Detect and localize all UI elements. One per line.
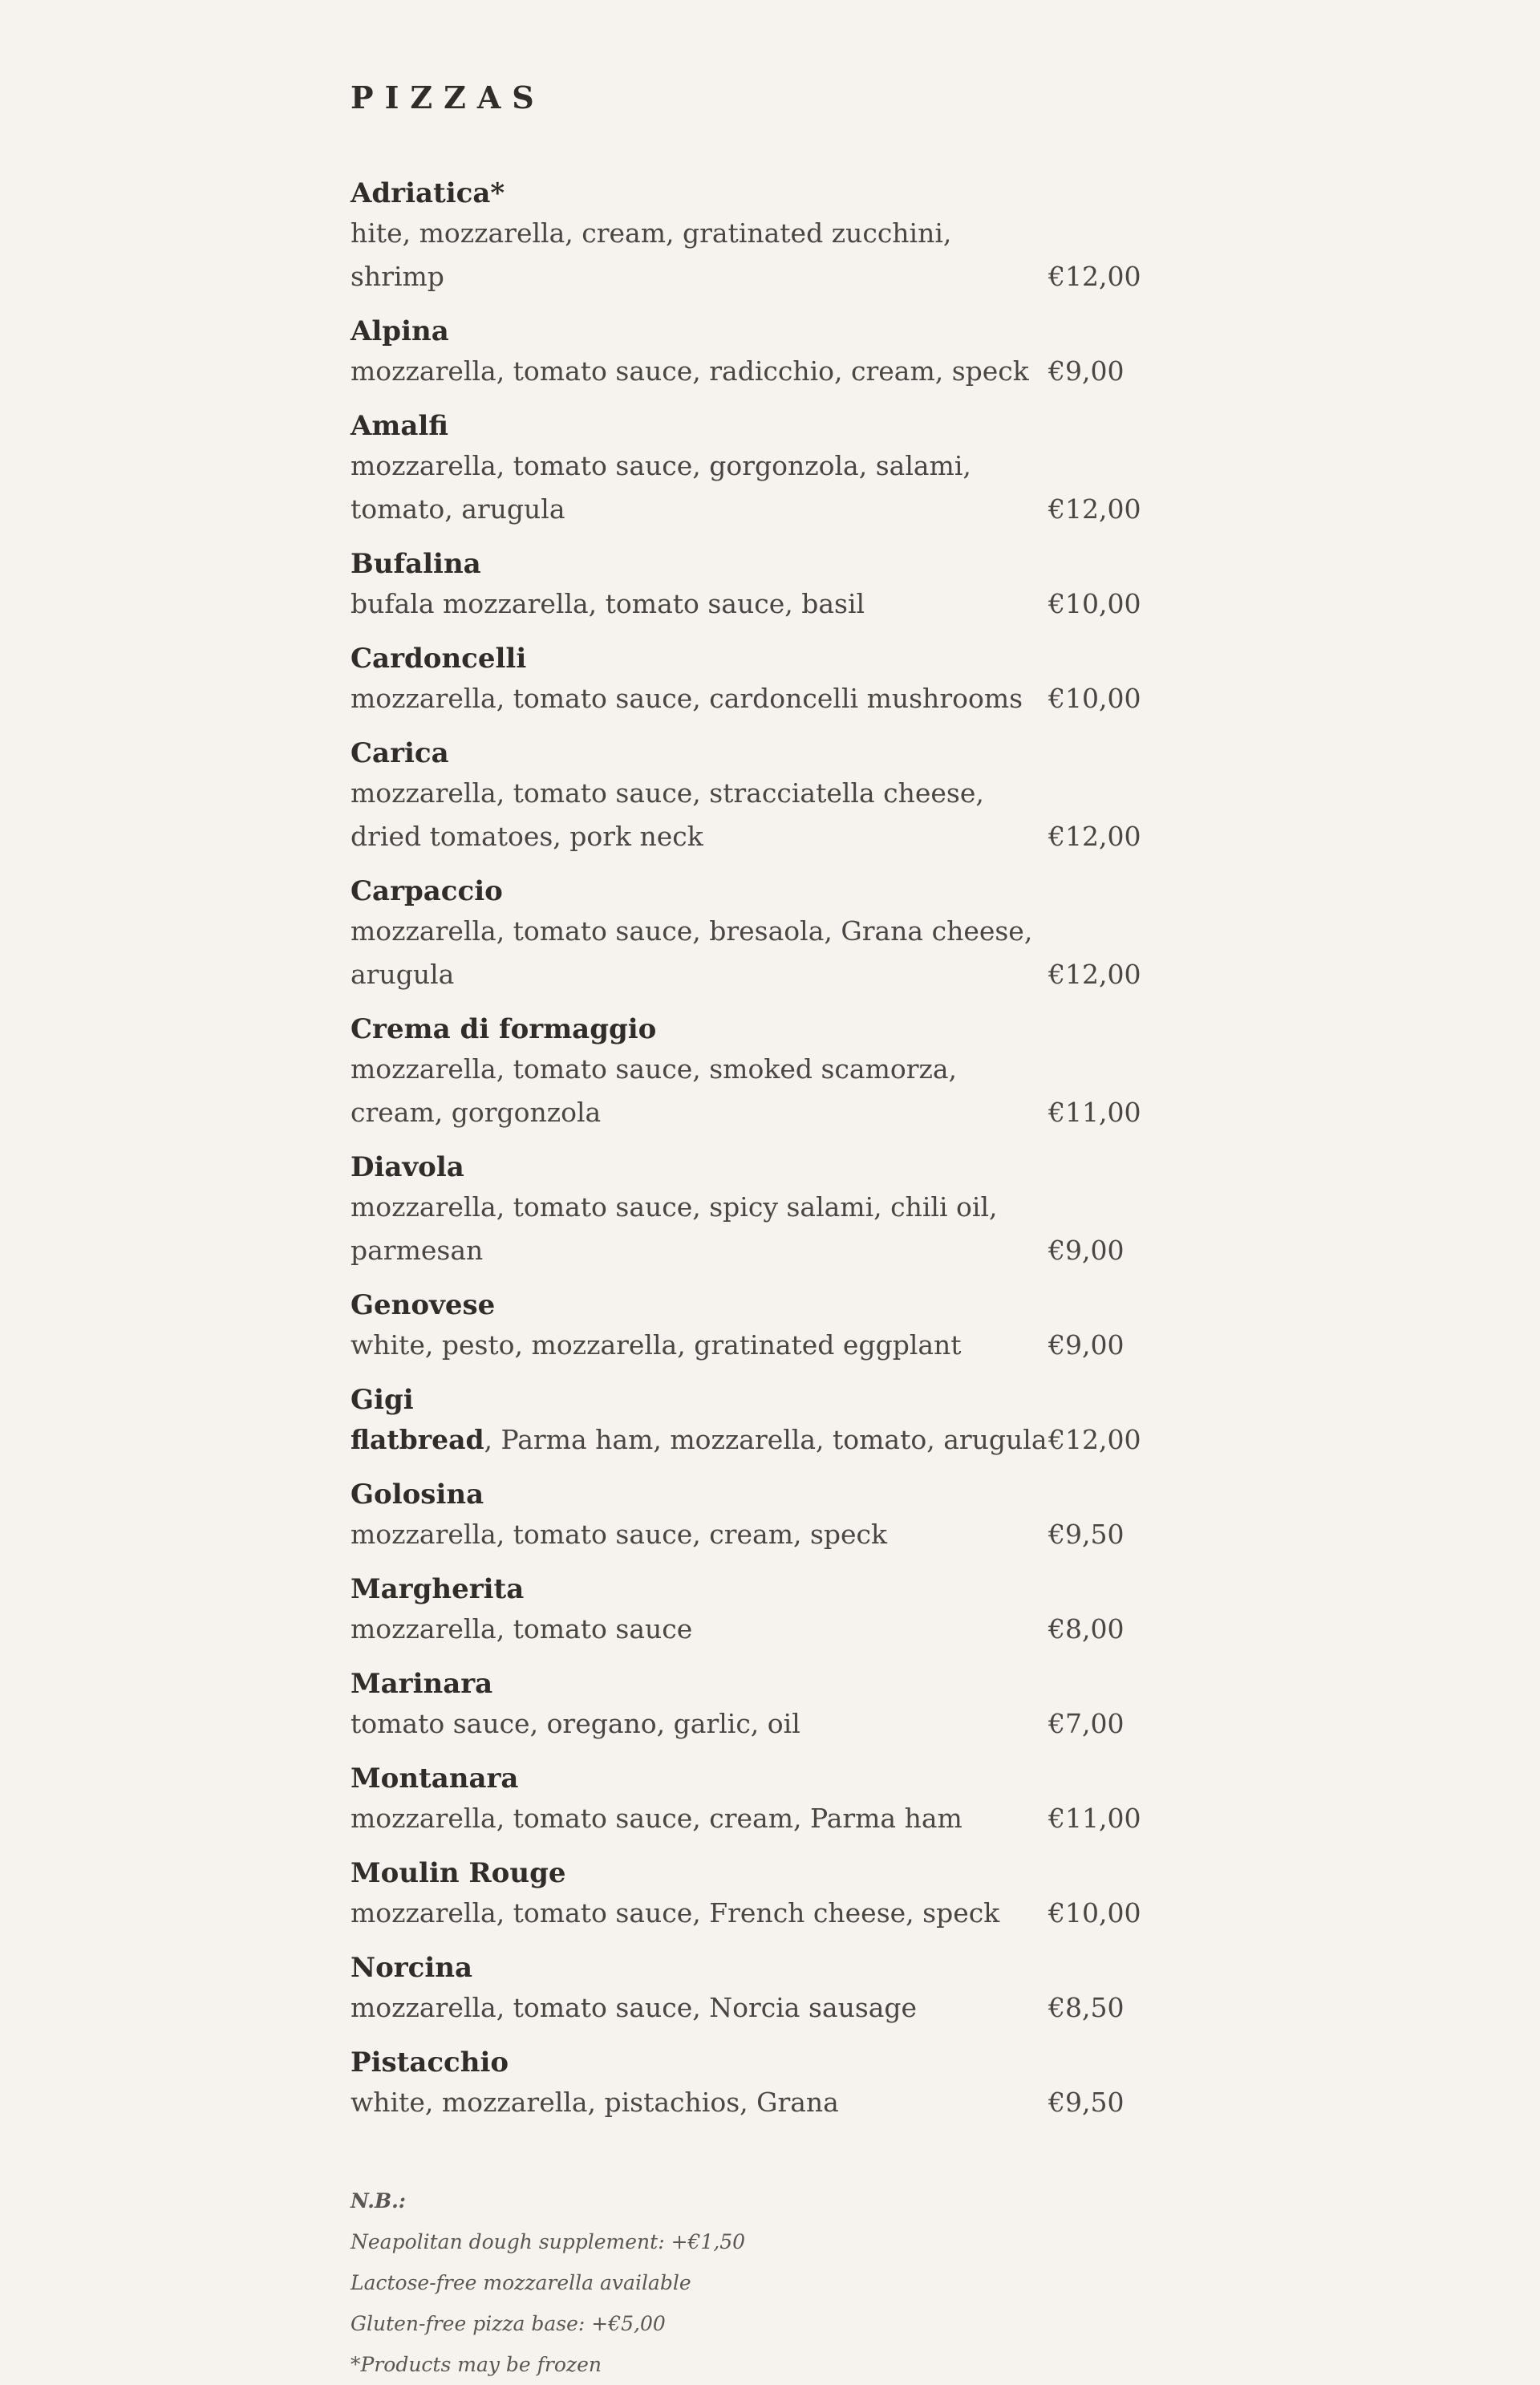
item-price: €12,00	[1048, 821, 1141, 852]
item-name: Pistacchio	[351, 2046, 509, 2079]
item-name: Bufalina	[351, 548, 481, 580]
item-description: white, mozzarella, pistachios, Grana	[351, 2087, 839, 2118]
item-name: Golosina	[351, 1478, 484, 1511]
menu-content	[351, 77, 1201, 2385]
item-description: mozzarella, tomato sauce, cardoncelli mushrooms	[351, 683, 1023, 714]
item-price: €12,00	[1048, 959, 1141, 990]
item-description: mozzarella, tomato sauce, smoked scamorza, cream, gorgonzola	[351, 1053, 958, 1128]
item-price: €9,00	[1048, 1235, 1125, 1266]
item-name: Carpaccio	[351, 875, 503, 907]
item-name: Crema di formaggio	[351, 1013, 657, 1045]
menu-item	[351, 1760, 1201, 1840]
note-line: Gluten-free pizza base: +€5,00	[351, 2312, 666, 2335]
item-name: Alpina	[351, 315, 449, 347]
menu-item	[351, 1287, 1201, 1367]
item-price: €10,00	[1048, 683, 1141, 714]
menu-item	[351, 1949, 1201, 2030]
menu-item	[351, 1476, 1201, 1556]
item-description: white, pesto, mozzarella, gratinated eggplant	[351, 1329, 962, 1361]
item-price: €8,00	[1048, 1613, 1125, 1645]
menu-item	[351, 1381, 1201, 1462]
item-description: flatbread, Parma ham, mozzarella, tomato, arugula	[351, 1424, 1048, 1455]
item-name: Norcina	[351, 1952, 473, 1984]
menu-item	[351, 1571, 1201, 1651]
item-name: Amalfi	[351, 410, 449, 442]
item-description: mozzarella, tomato sauce, cream, Parma ham	[351, 1803, 962, 1834]
item-name: Carica	[351, 737, 449, 769]
item-description: mozzarella, tomato sauce, spicy salami, chili oil, parmesan	[351, 1191, 998, 1266]
item-price: €9,50	[1048, 2087, 1125, 2118]
item-description: mozzarella, tomato sauce	[351, 1613, 693, 1645]
item-price: €9,00	[1048, 355, 1125, 387]
item-description: mozzarella, tomato sauce, French cheese, speck	[351, 1897, 1000, 1929]
item-description: mozzarella, tomato sauce, cream, speck	[351, 1519, 888, 1550]
menu-item	[351, 175, 1201, 298]
note-line: *Products may be frozen	[351, 2353, 602, 2376]
item-price: €8,50	[1048, 1992, 1125, 2023]
item-description: mozzarella, tomato sauce, stracciatella cheese, dried tomatoes, pork neck	[351, 777, 984, 852]
item-name: Moulin Rouge	[351, 1857, 566, 1889]
menu-item	[351, 1665, 1201, 1746]
item-description: mozzarella, tomato sauce, Norcia sausage	[351, 1992, 918, 2023]
note-line: Neapolitan dough supplement: +€1,50	[351, 2230, 746, 2253]
menu-item	[351, 546, 1201, 626]
item-description: tomato sauce, oregano, garlic, oil	[351, 1708, 800, 1739]
menu-item	[351, 408, 1201, 531]
item-price: €9,50	[1048, 1519, 1125, 1550]
item-price: €12,00	[1048, 1424, 1141, 1455]
section-title: PIZZAS	[351, 79, 545, 116]
menu-item	[351, 1149, 1201, 1272]
item-price: €10,00	[1048, 1897, 1141, 1929]
item-price: €11,00	[1048, 1097, 1141, 1128]
item-description: hite, mozzarella, cream, gratinated zucchini, shrimp	[351, 217, 952, 292]
item-description: mozzarella, tomato sauce, bresaola, Grana cheese, arugula	[351, 915, 1033, 990]
menu-item	[351, 1011, 1201, 1134]
item-description: mozzarella, tomato sauce, radicchio, cream, speck	[351, 355, 1029, 387]
menu-item	[351, 873, 1201, 996]
item-description: bufala mozzarella, tomato sauce, basil	[351, 588, 865, 619]
menu-item	[351, 1855, 1201, 1935]
item-name: Montanara	[351, 1762, 519, 1795]
item-name: Diavola	[351, 1151, 464, 1183]
menu-item	[351, 735, 1201, 858]
item-price: €9,00	[1048, 1329, 1125, 1361]
item-name: Gigi	[351, 1384, 414, 1416]
item-price: €7,00	[1048, 1708, 1125, 1739]
pizza-list	[351, 175, 1201, 2124]
item-description: mozzarella, tomato sauce, gorgonzola, salami, tomato, arugula	[351, 450, 971, 525]
item-name: Adriatica*	[351, 177, 505, 209]
item-name: Margherita	[351, 1573, 525, 1605]
item-name: Genovese	[351, 1289, 496, 1321]
item-price: €10,00	[1048, 588, 1141, 619]
item-price: €11,00	[1048, 1803, 1141, 1834]
menu-item	[351, 640, 1201, 720]
note-line: Lactose-free mozzarella available	[351, 2271, 691, 2294]
menu-item	[351, 2044, 1201, 2124]
item-price: €12,00	[1048, 493, 1141, 525]
item-name: Cardoncelli	[351, 643, 527, 675]
menu-item	[351, 313, 1201, 393]
menu-notes	[351, 2180, 1201, 2385]
notes-heading: N.B.:	[351, 2189, 407, 2213]
item-name: Marinara	[351, 1668, 493, 1700]
item-price: €12,00	[1048, 261, 1141, 292]
